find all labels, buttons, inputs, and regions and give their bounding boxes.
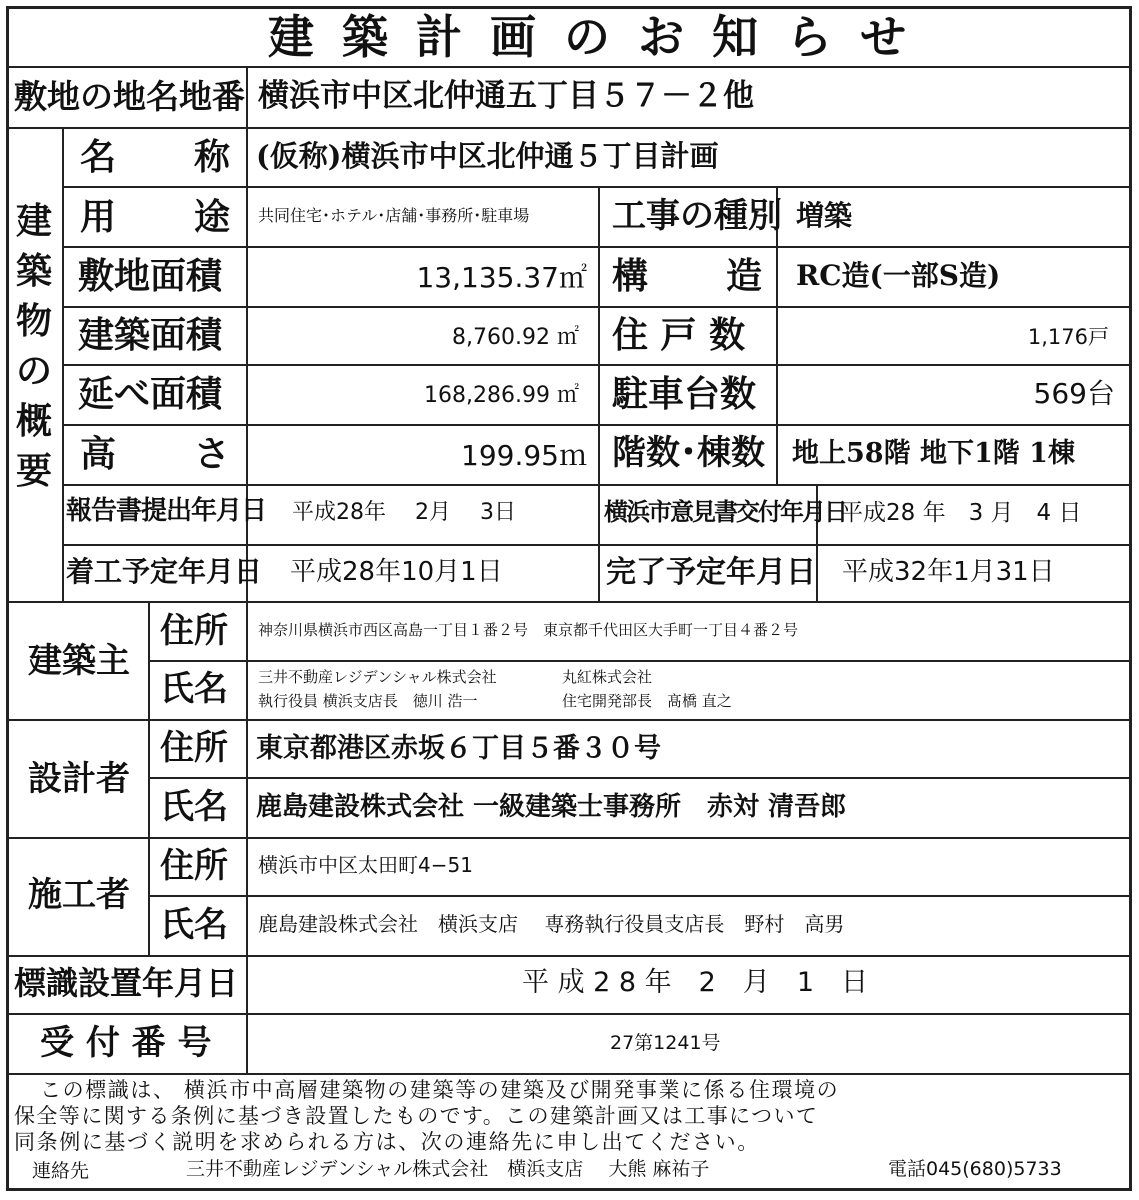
building-summary-char: 要 xyxy=(15,450,52,492)
report-date-label: 報告書提出年月日 xyxy=(66,496,267,526)
building-summary-char: の xyxy=(15,350,52,392)
name-label: 名 称 xyxy=(80,136,233,178)
constructor-name: 鹿島建設株式会社 横浜支店 専務執行役員支店長 野村 高男 xyxy=(258,912,845,936)
constructor-address: 横浜市中区太田町4−51 xyxy=(258,853,473,877)
owner-name-label: 氏名 xyxy=(160,669,228,709)
units-value: 1,176戸 xyxy=(1027,325,1109,349)
sign-date-value: 平 成 2 8 年 2 月 1 日 xyxy=(522,967,869,998)
structure-value: RC造(一部S造) xyxy=(796,259,1001,292)
opinion-date-value: 平成28 年 3 月 4 日 xyxy=(840,500,1082,526)
designer-label: 設計者 xyxy=(28,759,130,799)
owner-label: 建築主 xyxy=(28,641,130,681)
owner-address: 神奈川県横浜市西区高島一丁目１番２号 東京都千代田区大手町一丁目４番２号 xyxy=(258,621,799,639)
constructor-label: 施工者 xyxy=(28,875,130,915)
complete-date-value: 平成32年1月31日 xyxy=(842,557,1055,587)
floors-value: 地上58階 地下1階 1棟 xyxy=(792,438,1075,469)
site-value: 横浜市中区北仲通五丁目５７－２他 xyxy=(258,78,754,114)
structure-label: 構 造 xyxy=(612,255,765,297)
use-value: 共同住宅･ホテル･店舗･事務所･駐車場 xyxy=(258,206,530,225)
notice-line-3: 同条例に基づく説明を求められる方は、次の連絡先に申し出てください。 xyxy=(14,1130,760,1154)
designer-name-label: 氏名 xyxy=(160,787,228,827)
units-label: 住 戸 数 xyxy=(612,314,746,356)
constructor-name-label: 氏名 xyxy=(160,905,228,945)
contact-org: 三井不動産レジデンシャル株式会社 横浜支店 大熊 麻祐子 xyxy=(186,1158,710,1180)
work-type-value: 増築 xyxy=(796,199,853,232)
sign-date-label: 標識設置年月日 xyxy=(14,964,239,1002)
owner-name-line1-a: 三井不動産レジデンシャル株式会社 xyxy=(258,668,497,686)
opinion-date-label: 横浜市意見書交付年月日 xyxy=(604,497,846,526)
owner-address-label: 住所 xyxy=(160,611,228,651)
report-date-value: 平成28年 2月 3日 xyxy=(292,500,516,525)
start-date-label: 着工予定年月日 xyxy=(66,555,263,588)
parking-value: 569台 xyxy=(1033,377,1115,410)
owner-name-line2-a: 執行役員 横浜支店長 徳川 浩一 xyxy=(258,692,478,710)
site-label: 敷地の地名地番 xyxy=(14,77,245,116)
building-area-value: 8,760.92 ㎡ xyxy=(452,325,579,350)
designer-address-label: 住所 xyxy=(160,728,228,768)
notice-line-2: 保全等に関する条例に基づき設置したものです。この建築計画又は工事について xyxy=(14,1104,819,1128)
parking-label: 駐車台数 xyxy=(612,373,757,415)
building-summary-char: 概 xyxy=(15,400,52,442)
building-summary-char: 物 xyxy=(15,300,52,342)
reception-label: 受 付 番 号 xyxy=(40,1023,212,1063)
height-value: 199.95ｍ xyxy=(461,439,587,472)
designer-name: 鹿島建設株式会社 一級建築士事務所 赤対 清吾郎 xyxy=(256,792,847,822)
contact-phone: 電話045(680)5733 xyxy=(888,1158,1062,1180)
site-area-label: 敷地面積 xyxy=(78,255,223,297)
complete-date-label: 完了予定年月日 xyxy=(606,555,816,590)
site-area-value: 13,135.37㎡ xyxy=(416,261,587,294)
constructor-address-label: 住所 xyxy=(160,846,228,886)
owner-name-line2-b: 住宅開発部長 髙橋 直之 xyxy=(562,692,732,710)
use-label: 用 途 xyxy=(80,196,233,238)
floor-area-label: 延べ面積 xyxy=(78,373,223,415)
floor-area-value: 168,286.99 ㎡ xyxy=(424,383,579,408)
reception-value: 27第1241号 xyxy=(610,1032,721,1054)
building-area-label: 建築面積 xyxy=(78,314,223,356)
height-label: 高 さ xyxy=(80,433,233,475)
name-value: (仮称)横浜市中区北仲通５丁目計画 xyxy=(256,139,719,173)
designer-address: 東京都港区赤坂６丁目５番３０号 xyxy=(256,733,661,764)
notice-line-1: この標識は、 横浜市中高層建築物の建築等の建築及び開発事業に係る住環境の xyxy=(40,1078,840,1102)
building-summary-label xyxy=(12,196,56,496)
owner-name-line1-b: 丸紅株式会社 xyxy=(562,668,653,686)
floors-label: 階数･棟数 xyxy=(612,433,765,473)
contact-label: 連絡先 xyxy=(32,1160,90,1182)
sign-title: 建 築 計 画 の お 知 ら せ xyxy=(268,10,913,64)
building-summary-char: 築 xyxy=(15,250,52,292)
building-summary-char: 建 xyxy=(15,200,52,242)
start-date-value: 平成28年10月1日 xyxy=(290,557,503,587)
work-type-label: 工事の種別 xyxy=(612,196,782,236)
